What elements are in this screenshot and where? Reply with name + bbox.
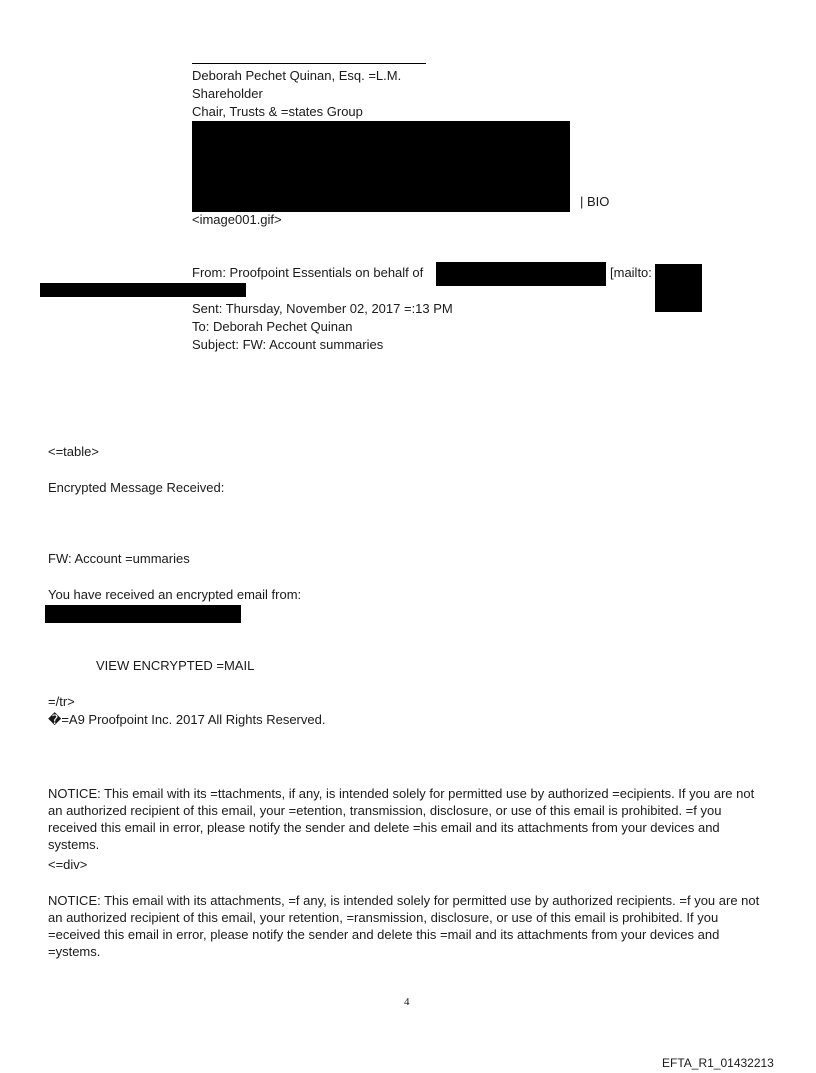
signature-role: Shareholder (192, 86, 263, 101)
header-sent: Sent: Thursday, November 02, 2017 =:13 PM (192, 301, 453, 316)
signature-image-ref: <image001.gif> (192, 212, 282, 227)
body-tr-tag: =/tr> (48, 694, 75, 709)
notice-paragraph-2: NOTICE: This email with its attachments, =f any, is intended solely for permitted use by authorized recipients. =f you are not an authorized recipient of this email, your retention, =ransmission, disclosure, or use of this email is prohibited. If you =eceived this email in error, please notify the sender and delete this =mail and its attachments from your devices and =ystems. (48, 893, 760, 959)
signature-bio-link[interactable]: | BIO (580, 194, 610, 209)
redaction-encrypted-sender (45, 605, 241, 623)
signature-group: Chair, Trusts & =states Group (192, 104, 363, 119)
body-received-from: You have received an encrypted email from: (48, 587, 302, 602)
body-copyright: �=A9 Proofpoint Inc. 2017 All Rights Reserved. (48, 712, 326, 727)
page-number: 4 (404, 996, 410, 1008)
notice-paragraph-1: NOTICE: This email with its =ttachments, if any, is intended solely for permitted use by authorized =ecipients. If you are not an authorized recipient of this email, your =etention, transmission, disclosure, or use of this email is prohibited. =f you received this email in error, please notify the sender and delete =his email and its attachments from your devices and systems. (48, 786, 755, 852)
view-encrypted-mail-link[interactable]: VIEW ENCRYPTED =MAIL (96, 658, 255, 673)
header-to: To: Deborah Pechet Quinan (192, 319, 353, 334)
header-mailto: [mailto: (610, 265, 652, 280)
header-subject: Subject: FW: Account summaries (192, 337, 384, 352)
redaction-sender-name (436, 262, 606, 286)
notice-div-tag: <=div> (48, 857, 88, 872)
header-from: From: Proofpoint Essentials on behalf of (192, 265, 424, 280)
redaction-signature-details (192, 121, 570, 212)
body-fw-subject: FW: Account =ummaries (48, 551, 190, 566)
signature-rule (192, 63, 426, 64)
bates-number: EFTA_R1_01432213 (662, 1056, 774, 1070)
signature-name: Deborah Pechet Quinan, Esq. =L.M. (192, 68, 402, 83)
redaction-mailto-address (655, 264, 702, 312)
body-table-tag: <=table> (48, 444, 99, 459)
body-encrypted-received: Encrypted Message Received: (48, 480, 225, 495)
redaction-email-address (40, 283, 246, 297)
